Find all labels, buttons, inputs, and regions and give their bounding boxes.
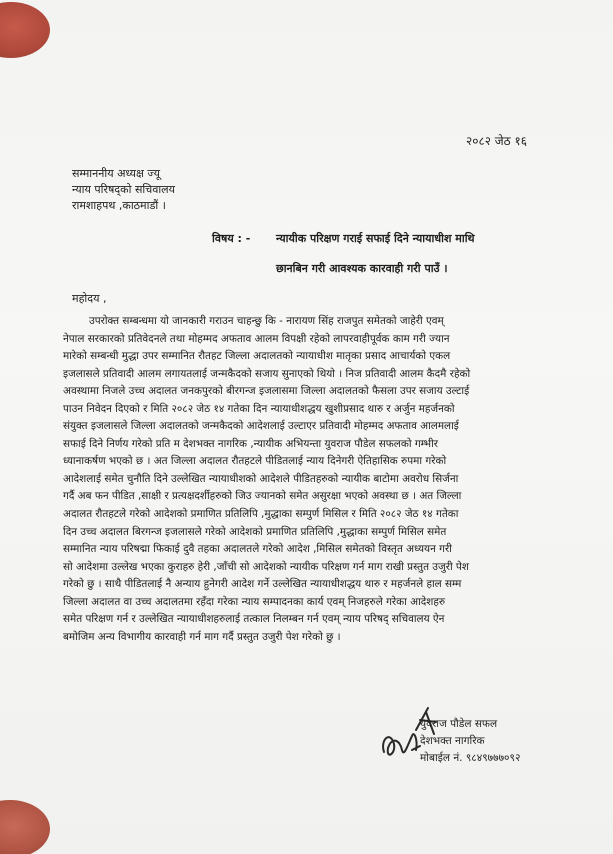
subject-label: विषय : - [212, 232, 251, 245]
sender-title: देशभक्त नागरिक [420, 735, 485, 747]
body-line: संयुक्त इजलासले जिल्ला अदालतको जन्मकैदको आदेशलाई उल्टाएर प्रतिवादी मोहम्मद अफताव आलमलाई [63, 420, 459, 433]
thumb-top [0, 2, 50, 58]
body-line: सम्मानित न्याय परिषद्मा फिकाई दुवै तहका अदालतले गरेको आदेश ,मिसिल समेतको विस्तृत अध्ययन गरी [63, 543, 452, 556]
sender-block [420, 716, 520, 767]
sender-name: युवराज पौडेल सफल [420, 718, 498, 730]
letter-body [63, 313, 563, 646]
body-line: गर्दै अब फन पीडित ,साक्षी र प्रत्यक्षदर्शीहरुको जिउ ज्यानको समेत असुरक्षा भएको अवस्था छ । अत जिल्ला [63, 490, 462, 503]
body-line: ध्यानाकर्षण भएको छ । अत जिल्ला अदालत रौतहटले पीडितलाई न्याय दिनेगरी ऐतिहासिक रुपमा गरेको [63, 455, 447, 468]
thumb-bottom [0, 800, 50, 854]
salutation: महोदय , [72, 292, 107, 305]
body-line: गरेको छु । साथै पीडितलाई नै अन्याय हुनेगरी आदेश गर्ने उल्लेखित न्यायाधीशद्धय थारु र महर्जनले हाल सम्म [63, 578, 462, 591]
body-line: सफाई दिने निर्णय गरेको प्रति म देशभक्त नागरिक ,न्यायीक अभियन्ता युवराज पौडेल सफलको गम्भीर [63, 437, 439, 450]
body-line: उपरोक्त सम्बन्धमा यो जानकारी गराउन चाहन्छु कि - नारायण सिंह राजपुत समेतको जाहेरी एवम् [89, 315, 444, 327]
letter-date: २०८२ जेठ १६ [466, 134, 527, 148]
sender-mobile: मोबाईल नं. ९८४९७७७०९२ [420, 752, 521, 764]
body-line: सो आदेशमा उल्लेख भएका कुराहरु हेरी ,जाँची सो आदेशको न्यायीक परिक्षण गर्न माग राखी प्रस्तुत उजुरी पेश [63, 560, 469, 573]
body-line: नेपाल सरकारको प्रतिवेदनले तथा मोहम्मद अफताव आलम विपक्षी रहेको लापरवाहीपूर्वक काम गरी ज्यान [63, 332, 450, 345]
body-line: अवस्थामा निजले उच्च अदालत जनकपुरको बीरगन्ज इजलासमा जिल्ला अदालतको फैसला उपर सजाय उल्टाई [63, 385, 470, 398]
subject-line-1: न्यायीक परिक्षण गराई सफाई दिने न्यायाधीश माथि [276, 232, 475, 245]
addressee-line-2: न्याय परिषद्को सचिवालय [72, 183, 176, 196]
body-line: मारेको सम्बन्धी मुद्धा उपर सम्मानित रौतहट जिल्ला अदालतको न्यायाधीश मातृका प्रसाद आचार्यको एकल [63, 350, 451, 363]
subject-line-2: छानबिन गरी आवश्यक कारवाही गरी पाउँ । [276, 262, 448, 275]
addressee-line-1: सम्माननीय अध्यक्ष ज्यू [72, 167, 161, 180]
body-line: बमोजिम अन्य विभागीय कारवाही गर्न माग गर्दै प्रस्तुत उजुरी पेश गरेको छु । [63, 630, 341, 643]
body-line: जिल्ला अदालत वा उच्च अदालतमा रहँदा गरेका न्याय सम्पादनका कार्य एवम् निजहरुले गरेका आदेशहरु [63, 595, 446, 608]
body-line: समेत परिक्षण गर्न र उल्लेखित न्यायाधीशहरुलाई तत्काल निलम्बन गर्न एवम् न्याय परिषद् सचिवालय ऐन [63, 613, 445, 626]
addressee-line-3: रामशाहपथ ,काठमाडौं । [72, 199, 166, 212]
body-line: पाउन निवेदन दिएको र मिति २०८२ जेठ १४ गतेका दिन न्यायाधीशद्धय खुशीप्रसाद थारु र अर्जुन महर्जनको [63, 402, 455, 415]
body-line: दिन उच्च अदालत बिरगन्ज इजलासले गरेको आदेशको प्रमाणित प्रतिलिपि ,मुद्धाका सम्पुर्ण मिसिल समेत [63, 525, 447, 538]
body-line: अदालत रौतहटले गरेको आदेशको प्रमाणित प्रतिलिपि ,मुद्धाका सम्पुर्ण मिसिल र मिति २०८२ जेठ १४ गतेका [63, 508, 459, 521]
body-line: इजलासले प्रतिवादी आलम लगायतलाई जन्मकैदको सजाय सुनाएको थियो । निज प्रतिवादी आलम कैदमै रहेको [63, 367, 471, 380]
body-line: आदेशलाई समेत चुनौति दिने उल्लेखित न्यायाधीशको आदेशले पीडितहरुको न्यायीक बाटोमा अवरोध सिर्जना [63, 472, 459, 485]
